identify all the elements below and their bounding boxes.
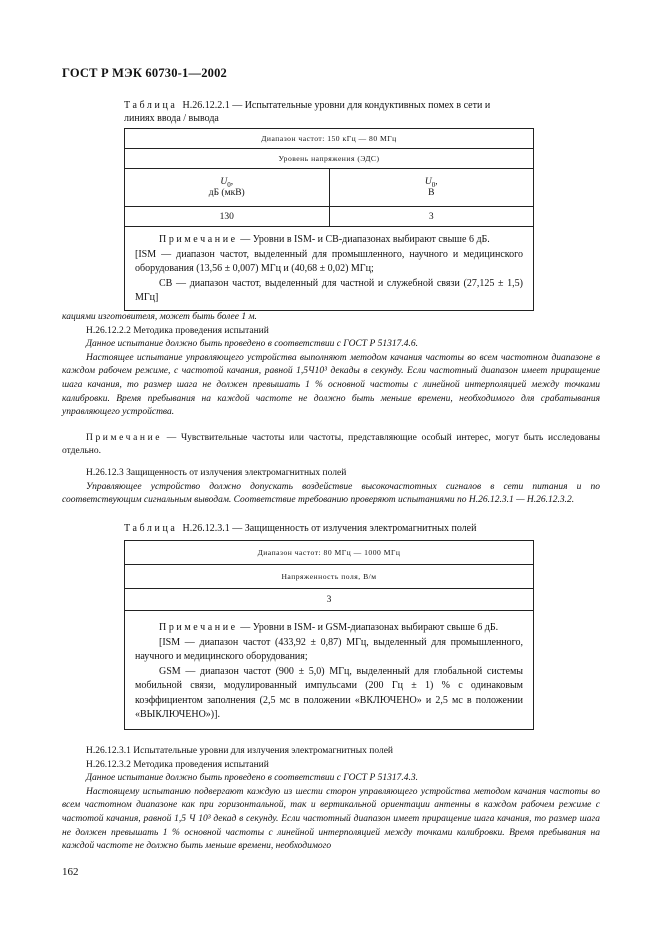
table2 xyxy=(124,540,534,730)
body1-note-word: Примечание xyxy=(86,432,163,443)
table1 xyxy=(124,128,534,311)
body2-heading-1: Н.26.12.3.1 Испытательные уровни для излучения электромагнитных полей xyxy=(86,746,394,756)
table1-caption xyxy=(124,99,604,125)
document-header: ГОСТ Р МЭК 60730-1—2002 xyxy=(62,66,227,80)
table2-note xyxy=(125,611,534,730)
table1-caption-line2: линиях ввода / вывода xyxy=(124,113,219,124)
table1-note-line1: — Уровни в ISM- и СВ-диапазонах выбирают свыше 6 дБ. xyxy=(240,234,490,245)
table1-col2-value: 3 xyxy=(329,207,534,227)
page-number: 162 xyxy=(62,866,79,878)
table1-col1-unit: дБ (мкВ) xyxy=(208,188,245,199)
table1-col1-sub: 0 xyxy=(227,180,231,189)
body-section-1 xyxy=(62,311,600,508)
table2-value: 3 xyxy=(125,589,534,611)
table1-caption-word: Таблица xyxy=(124,100,178,111)
body2-paragraph: Настоящему испытанию подвергают каждую из шести сторон управляющего устройства методом качания частоты во всем частотном диапазоне как при горизонтальной, так и вертикальной ориентации антенны в каждом рабочем режиме с частотой качания, равной 1,5 Ч 10³ декад в секунду. Если частотный диапазон имеет приращение шага качания, то размер шага не должен превышать 1 % основной частоты с линейной интерполяцией между точками калибровки. Время пребывания на каждой частоте не должно быть меньше времени, необходимого xyxy=(62,786,600,852)
body1-line3: Данное испытание должно быть проведено в соответствии с ГОСТ Р 51317.4.6. xyxy=(86,339,418,350)
table2-note-word: Примечание xyxy=(159,622,238,633)
table1-freq-range: Диапазон частот: 150 кГц — 80 МГц xyxy=(125,129,534,149)
table1-note-p3: СВ — диапазон частот, выделенный для частной и служебной связи (27,125 ± 1,5) МГц] xyxy=(135,277,523,303)
body2-line3: Данное испытание должно быть проведено в соответствии с ГОСТ Р 51317.4.3. xyxy=(86,773,418,784)
table1-caption-text: Н.26.12.2.1 — Испытательные уровни для кондуктивных помех в сети и xyxy=(182,100,491,111)
body1-note xyxy=(62,432,600,459)
table2-strength-header: Напряженность поля, В/м xyxy=(125,565,534,589)
body-section-2 xyxy=(62,745,600,854)
body2-heading-2: Н.26.12.3.2 Методика проведения испытаний xyxy=(86,759,269,770)
table2-note-p3: GSM — диапазон частот (900 ± 5,0) МГц, выделенный для глобальной системы мобильной связи, модулированный импульсами (200 Гц ± 1) % с одинаковым коэффициентом заполнения (2,5 мс в положении «ВКЛЮЧЕНО» и 2,5 мс в положении «ВЫКЛЮЧЕНО»)]. xyxy=(135,665,523,720)
table1-level-header: Уровень напряжения (ЭДС) xyxy=(125,149,534,169)
table1-col1-symbol: U xyxy=(220,176,228,187)
table1-note xyxy=(125,227,534,311)
table2-caption xyxy=(124,522,604,535)
body1-paragraph-2: Управляющее устройство должно допускать воздействие высокочастотных сигналов в сети питания и по соответствующим сигнальным выводам. Соответствие требованию проверяют испытаниями по Н.26.12.3.1 — Н.26.12.3.2. xyxy=(62,481,600,506)
body1-note-text: — Чувствительные частоты или частоты, представляющие особый интерес, могут быть исследованы отдельно. xyxy=(62,432,600,457)
body1-heading-2: Н.26.12.3 Защищенность от излучения электромагнитных полей xyxy=(86,467,347,478)
table1-col1-header: $U_0$, дБ (мкВ) xyxy=(125,169,330,207)
body1-paragraph: Настоящее испытание управляющего устройства выполняют методом качания частоты во всем частотном диапазоне в каждом рабочем режиме, с частотой качания, равной 1,5Ч10³ декады в секунду. Если частотный диапазон имеет приращение шага качания, то размер шага не должен превышать 1 % основной частоты с линейной интерполяцией между точками калибровки. Время пребывания на каждой частоте не должно быть меньше времени, необходимого для срабатывания управляющего устройства. xyxy=(62,352,600,418)
table2-note-line1: — Уровни в ISM- и GSM-диапазонах выбирают свыше 6 дБ. xyxy=(240,622,499,633)
table1-col2-symbol: U xyxy=(424,176,432,187)
table1-note-p2: [ISM — диапазон частот, выделенный для промышленного, научного и медицинского оборудования (13,56 ± 0,007) МГц и (40,68 ± 0,02) МГц; xyxy=(135,248,523,274)
table1-note-word: Примечание xyxy=(159,234,238,245)
table1-col1-value: 130 xyxy=(125,207,330,227)
table2-caption-text: Н.26.12.3.1 — Защищенность от излучения электромагнитных полей xyxy=(182,523,477,534)
table1-col2-sub: 0 xyxy=(431,180,436,189)
body1-heading: Н.26.12.2.2 Методика проведения испытаний xyxy=(86,325,269,336)
table2-caption-word: Таблица xyxy=(124,523,178,534)
body1-line1: кациями изготовителя, может быть более 1 м. xyxy=(62,312,257,322)
table2-note-p2: [ISM — диапазон частот (433,92 ± 0,87) МГц, выделенный для промышленного, научного и медицинского оборудования; xyxy=(135,636,523,662)
table1-col2-unit: В xyxy=(428,188,435,199)
table1-col2-header: $U_0$, В xyxy=(329,169,534,207)
table2-freq-range: Диапазон частот: 80 МГц — 1000 МГц xyxy=(125,541,534,565)
